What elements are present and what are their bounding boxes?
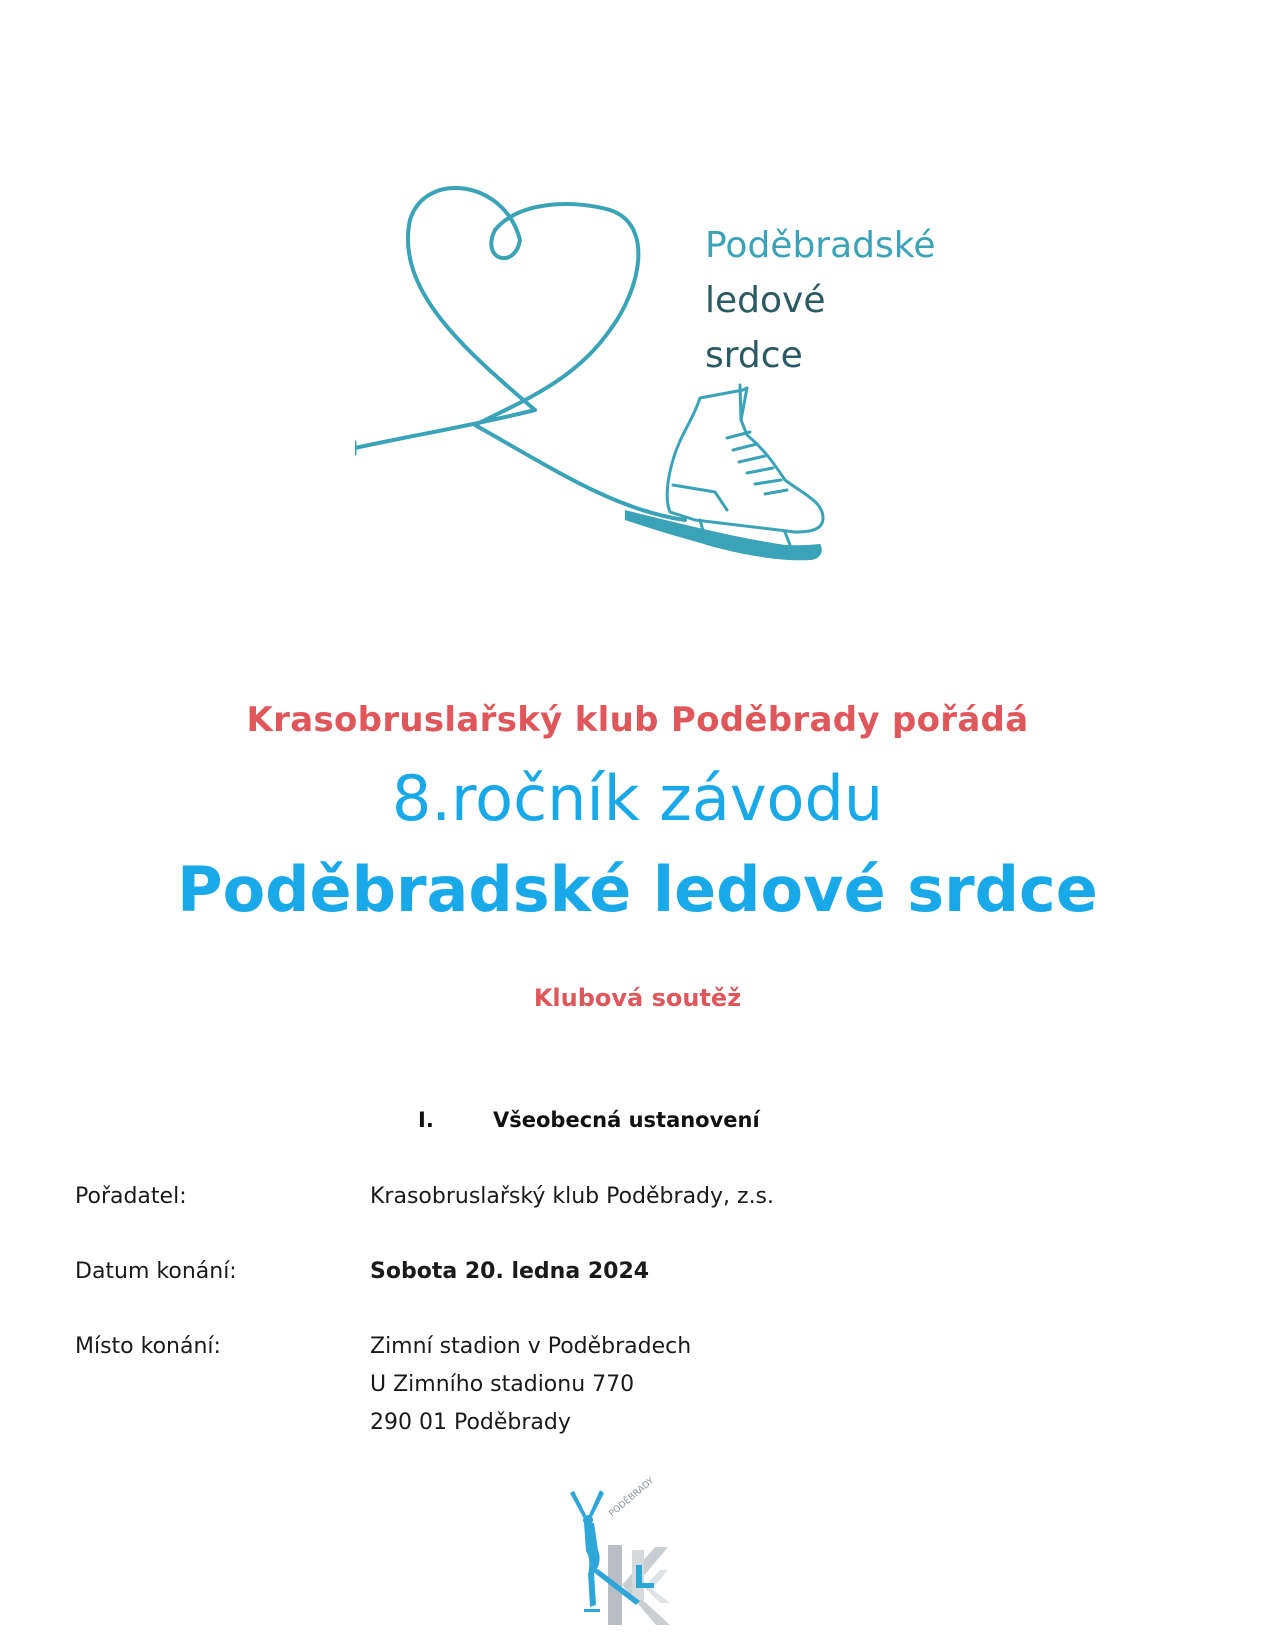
competition-type: Klubová soutěž — [533, 984, 742, 1012]
section-number: I. — [418, 1108, 434, 1132]
section-heading — [418, 1108, 760, 1132]
venue-label: Místo konání: — [75, 1334, 221, 1359]
section-title: Všeobecná ustanovení — [493, 1108, 760, 1132]
organizer-heading: Krasobruslařský klub Poděbrady pořádá — [246, 700, 1029, 740]
organizer-label: Pořadatel: — [75, 1184, 187, 1209]
organizer-value: Krasobruslařský klub Poděbrady, z.s. — [370, 1184, 775, 1209]
logo-line-1: Poděbradské — [705, 225, 936, 266]
logo-line-3: srdce — [705, 335, 803, 376]
date-label: Datum konání: — [75, 1259, 237, 1284]
venue-line-3: 290 01 Poděbrady — [370, 1410, 571, 1435]
venue-value — [370, 1328, 1070, 1442]
date-value: Sobota 20. ledna 2024 — [370, 1259, 650, 1284]
club-logo-text: PODĚBRADY — [607, 1476, 657, 1520]
venue-line-2: U Zimního stadionu 770 — [370, 1372, 635, 1397]
venue-line-1: Zimní stadion v Poděbradech — [370, 1334, 692, 1359]
logo-line-2: ledové — [705, 280, 826, 321]
logo-wordmark — [705, 218, 935, 383]
edition-heading: 8.ročník závodu — [391, 762, 884, 835]
club-logo — [560, 1475, 690, 1640]
event-title: Poděbradské ledové srdce — [177, 853, 1098, 926]
